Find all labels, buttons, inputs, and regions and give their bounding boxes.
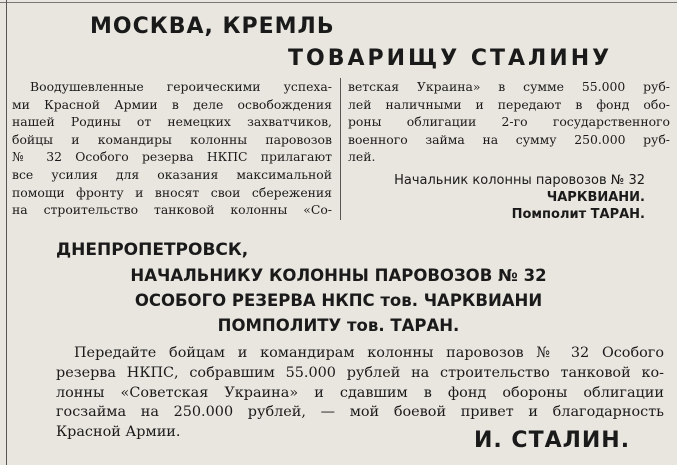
text-line: нашей Родины от немецких захватчиков, bbox=[12, 114, 332, 130]
telegram2-addressee-line3: ПОМПОЛИТУ тов. ТАРАН. bbox=[217, 316, 460, 335]
signer-role: Начальник колонны паровозов № 32 bbox=[394, 173, 645, 188]
text-line: резерва НКПС, собравшим 55.000 рублей на строительство танковой ко- bbox=[56, 364, 664, 381]
text-line: Воодушевленные героическими успеха- bbox=[30, 79, 332, 94]
text-line: лей наличными и передают в фонд обо- bbox=[348, 96, 670, 112]
text-line: бойцы и командиры колонны паровозов bbox=[12, 131, 332, 147]
telegram1-left-column bbox=[12, 78, 332, 219]
telegram2-signature: И. СТАЛИН. bbox=[474, 428, 631, 453]
text-line: госзайма на 250.000 рублей, — мой боевой привет и благодарность bbox=[56, 404, 664, 421]
text-line: роны облигации 2-го государственного bbox=[348, 114, 670, 130]
text-line: лонны «Советская Украина» и сдавшим в фонд обороны облигации bbox=[56, 384, 664, 401]
left-rule bbox=[6, 0, 7, 465]
text-line: ветская Украина» в сумме 55.000 руб- bbox=[348, 79, 670, 94]
telegram2-addressee-line1: НАЧАЛЬНИКУ КОЛОННЫ ПАРОВОЗОВ № 32 bbox=[130, 266, 547, 285]
column-divider bbox=[340, 78, 341, 220]
text-line: лей. bbox=[348, 149, 376, 165]
telegram1-signatures bbox=[394, 172, 645, 223]
telegram1-place: МОСКВА, КРЕМЛЬ bbox=[90, 14, 335, 39]
text-line: помощи фронту и вносят свои сбережения bbox=[12, 184, 332, 200]
top-rule bbox=[0, 2, 677, 3]
signer-name: ЧАРКВИАНИ. bbox=[546, 190, 645, 205]
text-line: ми Красной Армии в деле освобождения bbox=[12, 96, 332, 112]
telegram2-addressee-line2: ОСОБОГО РЕЗЕРВА НКПС тов. ЧАРКВИАНИ bbox=[134, 291, 543, 310]
text-line: на строительство танковой колонны «Со- bbox=[12, 202, 332, 218]
signer2: Помполит ТАРАН. bbox=[511, 207, 645, 222]
text-line: все усилия для оказания максимальной bbox=[12, 166, 332, 182]
text-line: № 32 Особого резерва НКПС прилагают bbox=[12, 149, 332, 165]
text-line: Красной Армии. bbox=[56, 424, 181, 441]
text-line: Передайте бойцам и командирам колонны паровозов № 32 Особого bbox=[74, 345, 664, 361]
telegram1-right-column bbox=[348, 78, 670, 166]
text-line: военного займа на сумму 250.000 руб- bbox=[348, 131, 670, 147]
telegram1-addressee: ТОВАРИЩУ СТАЛИНУ bbox=[288, 46, 613, 71]
telegram2-place: ДНЕПРОПЕТРОВСК, bbox=[56, 240, 249, 260]
